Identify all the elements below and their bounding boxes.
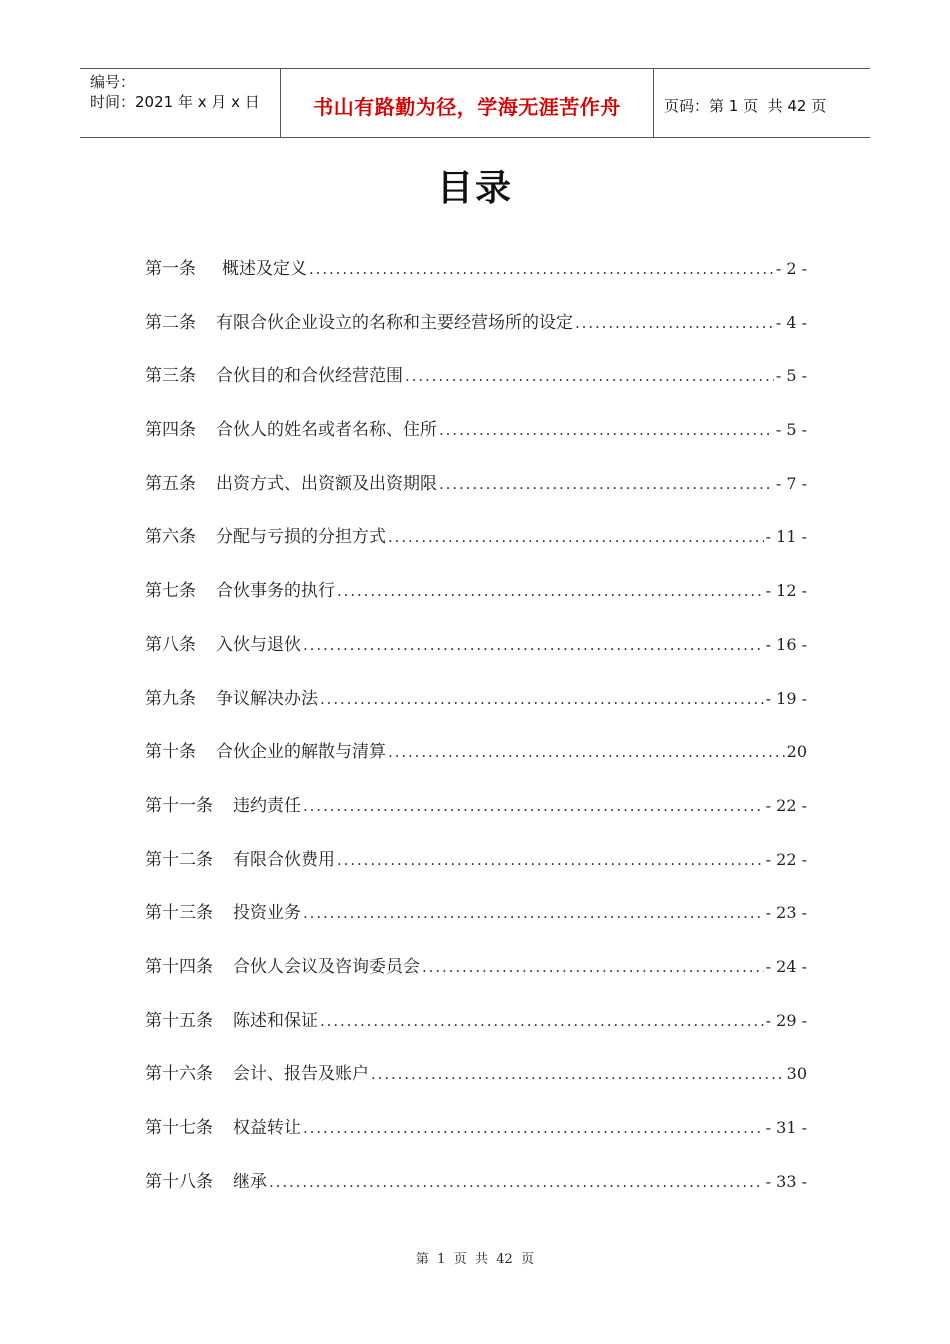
toc-entry[interactable] (145, 898, 807, 952)
toc-entry[interactable] (145, 361, 807, 415)
toc-entry[interactable] (145, 254, 807, 308)
toc-dot-leader (269, 1173, 764, 1191)
toc-dot-leader (320, 690, 764, 708)
toc-entry-number: 第十一条 (145, 795, 213, 816)
toc-dot-leader (303, 797, 764, 815)
toc-entry-number: 第十四条 (145, 956, 213, 977)
toc-entry-title: 合伙人会议及咨询委员会 (233, 956, 420, 977)
toc-entry-page: - 33 - (765, 1171, 807, 1191)
toc-entry-number: 第十条 (145, 742, 196, 763)
header-motto-cell (281, 69, 654, 137)
toc-entry-title: 合伙企业的解散与清算 (216, 742, 386, 763)
toc-entry-page: - 22 - (765, 795, 807, 815)
toc-entry-title: 概述及定义 (222, 259, 307, 279)
header-page-info: 页码：第 1 页 共 42 页 (664, 96, 827, 115)
toc-entry-title: 分配与亏损的分担方式 (216, 527, 386, 548)
toc-entry-page: - 19 - (765, 688, 807, 708)
toc-entry[interactable] (145, 1006, 807, 1060)
toc-dot-leader (575, 314, 774, 332)
toc-entry[interactable] (145, 684, 807, 738)
toc-dot-leader (439, 475, 774, 493)
document-code-label: 编号： (90, 73, 136, 91)
toc-entry-title: 陈述和保证 (233, 1010, 318, 1031)
toc-dot-leader (309, 260, 774, 278)
toc-entry-number: 第十二条 (145, 849, 213, 870)
header-motto: 书山有路勤为径，学海无涯苦作舟 (313, 94, 621, 119)
toc-entry-title: 入伙与退伙 (216, 634, 301, 655)
toc-entry[interactable] (145, 737, 807, 791)
toc-entry-page: - 23 - (765, 903, 807, 923)
toc-entry-number: 第十七条 (145, 1118, 213, 1138)
toc-entry-page: - 31 - (765, 1118, 807, 1137)
toc-entry-title: 争议解决办法 (216, 688, 318, 709)
toc-entry-title: 继承 (233, 1171, 267, 1192)
toc-entry-number: 第十五条 (145, 1010, 213, 1031)
toc-entry-page: 20 (786, 742, 807, 762)
page-footer: 第 1 页 共 42 页 (415, 1252, 535, 1267)
toc-entry-title: 合伙目的和合伙经营范围 (216, 366, 403, 387)
table-of-contents (145, 254, 807, 1220)
toc-entry-page: - 2 - (775, 259, 807, 278)
toc-entry[interactable] (145, 308, 807, 362)
toc-dot-leader (303, 904, 764, 922)
toc-entry-title: 有限合伙企业设立的名称和主要经营场所的设定 (216, 312, 573, 333)
toc-entry-number: 第八条 (145, 634, 196, 655)
toc-entry[interactable] (145, 952, 807, 1006)
toc-dot-leader (422, 958, 764, 976)
toc-dot-leader (337, 851, 764, 869)
header-page-info-cell (654, 69, 870, 137)
toc-entry-number: 第五条 (145, 473, 196, 494)
page-title: 目录 (436, 168, 513, 209)
toc-entry-page: - 5 - (775, 420, 807, 440)
toc-entry-number: 第十八条 (145, 1171, 213, 1192)
document-header (80, 68, 870, 138)
toc-entry-page: - 24 - (765, 956, 807, 976)
toc-entry-page: - 5 - (775, 366, 807, 386)
toc-dot-leader (371, 1065, 785, 1083)
toc-entry[interactable] (145, 576, 807, 630)
toc-dot-leader (337, 582, 764, 600)
toc-entry-title: 违约责任 (233, 795, 301, 816)
toc-entry[interactable] (145, 630, 807, 684)
toc-entry[interactable] (145, 469, 807, 523)
toc-dot-leader (303, 636, 764, 654)
toc-entry-number: 第十六条 (145, 1064, 213, 1085)
toc-entry-number: 第十三条 (145, 903, 213, 924)
toc-entry-title: 合伙人的姓名或者名称、住所 (216, 420, 437, 441)
toc-dot-leader (320, 1012, 764, 1030)
toc-entry-page: - 4 - (775, 312, 807, 332)
toc-entry-page: - 22 - (765, 849, 807, 869)
toc-entry-number: 第一条 (145, 259, 196, 279)
toc-entry-title: 有限合伙费用 (233, 849, 335, 870)
toc-entry-number: 第二条 (145, 312, 196, 333)
toc-entry-number: 第四条 (145, 420, 196, 441)
toc-entry-title: 投资业务 (233, 903, 301, 924)
toc-entry[interactable] (145, 1113, 807, 1167)
toc-entry[interactable] (145, 522, 807, 576)
toc-entry-page: - 11 - (765, 527, 807, 547)
toc-entry-page: - 29 - (765, 1010, 807, 1030)
toc-dot-leader (388, 528, 764, 546)
toc-entry-title: 权益转让 (233, 1118, 301, 1138)
toc-entry-number: 第三条 (145, 366, 196, 387)
header-meta (80, 69, 281, 137)
toc-entry[interactable] (145, 791, 807, 845)
toc-entry-page: - 7 - (775, 473, 807, 493)
toc-entry-page: - 16 - (765, 634, 807, 654)
toc-entry-page: - 12 - (765, 581, 807, 601)
toc-entry-number: 第九条 (145, 688, 196, 709)
toc-entry-number: 第六条 (145, 527, 196, 548)
toc-entry-title: 合伙事务的执行 (216, 581, 335, 602)
toc-dot-leader (405, 367, 774, 385)
toc-entry-number: 第七条 (145, 581, 196, 602)
toc-entry[interactable] (145, 1167, 807, 1221)
document-date: 时间：2021 年 x 月 x 日 (90, 93, 260, 111)
toc-entry[interactable] (145, 1059, 807, 1113)
toc-entry-page: 30 (786, 1064, 807, 1084)
toc-dot-leader (388, 743, 785, 761)
toc-dot-leader (303, 1119, 764, 1137)
toc-entry-title: 会计、报告及账户 (233, 1064, 369, 1085)
toc-entry-title: 出资方式、出资额及出资期限 (216, 473, 437, 494)
toc-dot-leader (439, 421, 774, 439)
toc-entry[interactable] (145, 415, 807, 469)
toc-entry[interactable] (145, 845, 807, 899)
